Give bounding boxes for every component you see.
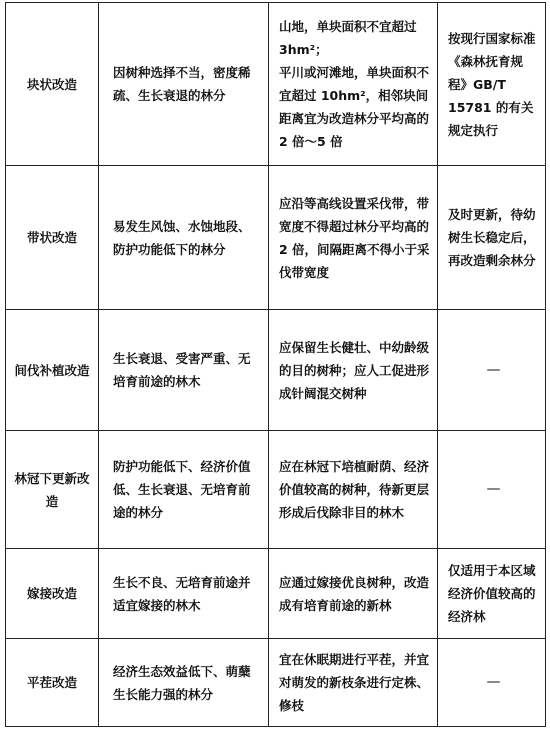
requirement-cell xyxy=(269,3,438,166)
target-cell: 生长不良、无培育前途并适宜嫁接的林木 xyxy=(99,549,269,639)
requirement-line: 平川或河滩地，单块面积不宜超过 10hm²，相邻块间距离宜为改造林分平均高的 2 倍～5 倍 xyxy=(279,65,430,149)
requirement-cell xyxy=(269,166,438,310)
requirement-line: 应沿等高线设置采伐带，带宽度不得超过林分平均高的 2 倍，间隔距离不得小于采伐带宽度 xyxy=(279,195,430,280)
type-cell: 平茬改造 xyxy=(6,639,99,727)
requirement-cell xyxy=(269,639,438,727)
table-row xyxy=(6,3,546,166)
table-row xyxy=(6,166,546,310)
target-cell: 生长衰退、受害严重、无培育前途的林木 xyxy=(99,310,269,431)
note-cell: — xyxy=(438,431,546,549)
note-cell: 按现行国家标准《森林抚育规程》GB/T 15781 的有关规定执行 xyxy=(438,3,546,166)
table-row xyxy=(6,431,546,549)
type-cell: 林冠下更新改造 xyxy=(6,431,99,549)
type-cell: 带状改造 xyxy=(6,166,99,310)
requirement-line: 应在林冠下培植耐荫、经济价值较高的树种，待新更层形成后伐除非目的林木 xyxy=(279,459,430,520)
note-cell: 及时更新，待幼树生长稳定后，再改造剩余林分 xyxy=(438,166,546,310)
requirement-line: 应保留生长健壮、中幼龄级的目的树种；应人工促进形成针阔混交树种 xyxy=(279,339,430,401)
type-cell: 间伐补植改造 xyxy=(6,310,99,431)
target-cell: 经济生态效益低下、萌蘖生长能力强的林分 xyxy=(99,639,269,727)
renovation-table xyxy=(5,2,546,727)
requirement-cell xyxy=(269,431,438,549)
note-cell: 仅适用于本区域经济价值较高的经济林 xyxy=(438,549,546,639)
table-row xyxy=(6,549,546,639)
note-cell: — xyxy=(438,310,546,431)
type-cell: 嫁接改造 xyxy=(6,549,99,639)
type-cell: 块状改造 xyxy=(6,3,99,166)
requirement-line: 山地，单块面积不宜超过 3hm²； xyxy=(279,19,417,57)
requirement-line: 应通过嫁接优良树种，改造成有培育前途的新林 xyxy=(279,574,430,613)
target-cell: 易发生风蚀、水蚀地段、防护功能低下的林分 xyxy=(99,166,269,310)
target-cell: 防护功能低下、经济价值低、生长衰退、无培育前途的林分 xyxy=(99,431,269,549)
target-cell: 因树种选择不当，密度稀疏、生长衰退的林分 xyxy=(99,3,269,166)
note-cell: — xyxy=(438,639,546,727)
requirement-cell xyxy=(269,549,438,639)
table-row xyxy=(6,639,546,727)
requirement-line: 宜在休眠期进行平茬，并宜对萌发的新枝条进行定株、修枝 xyxy=(279,652,430,713)
requirement-cell xyxy=(269,310,438,431)
table-row xyxy=(6,310,546,431)
